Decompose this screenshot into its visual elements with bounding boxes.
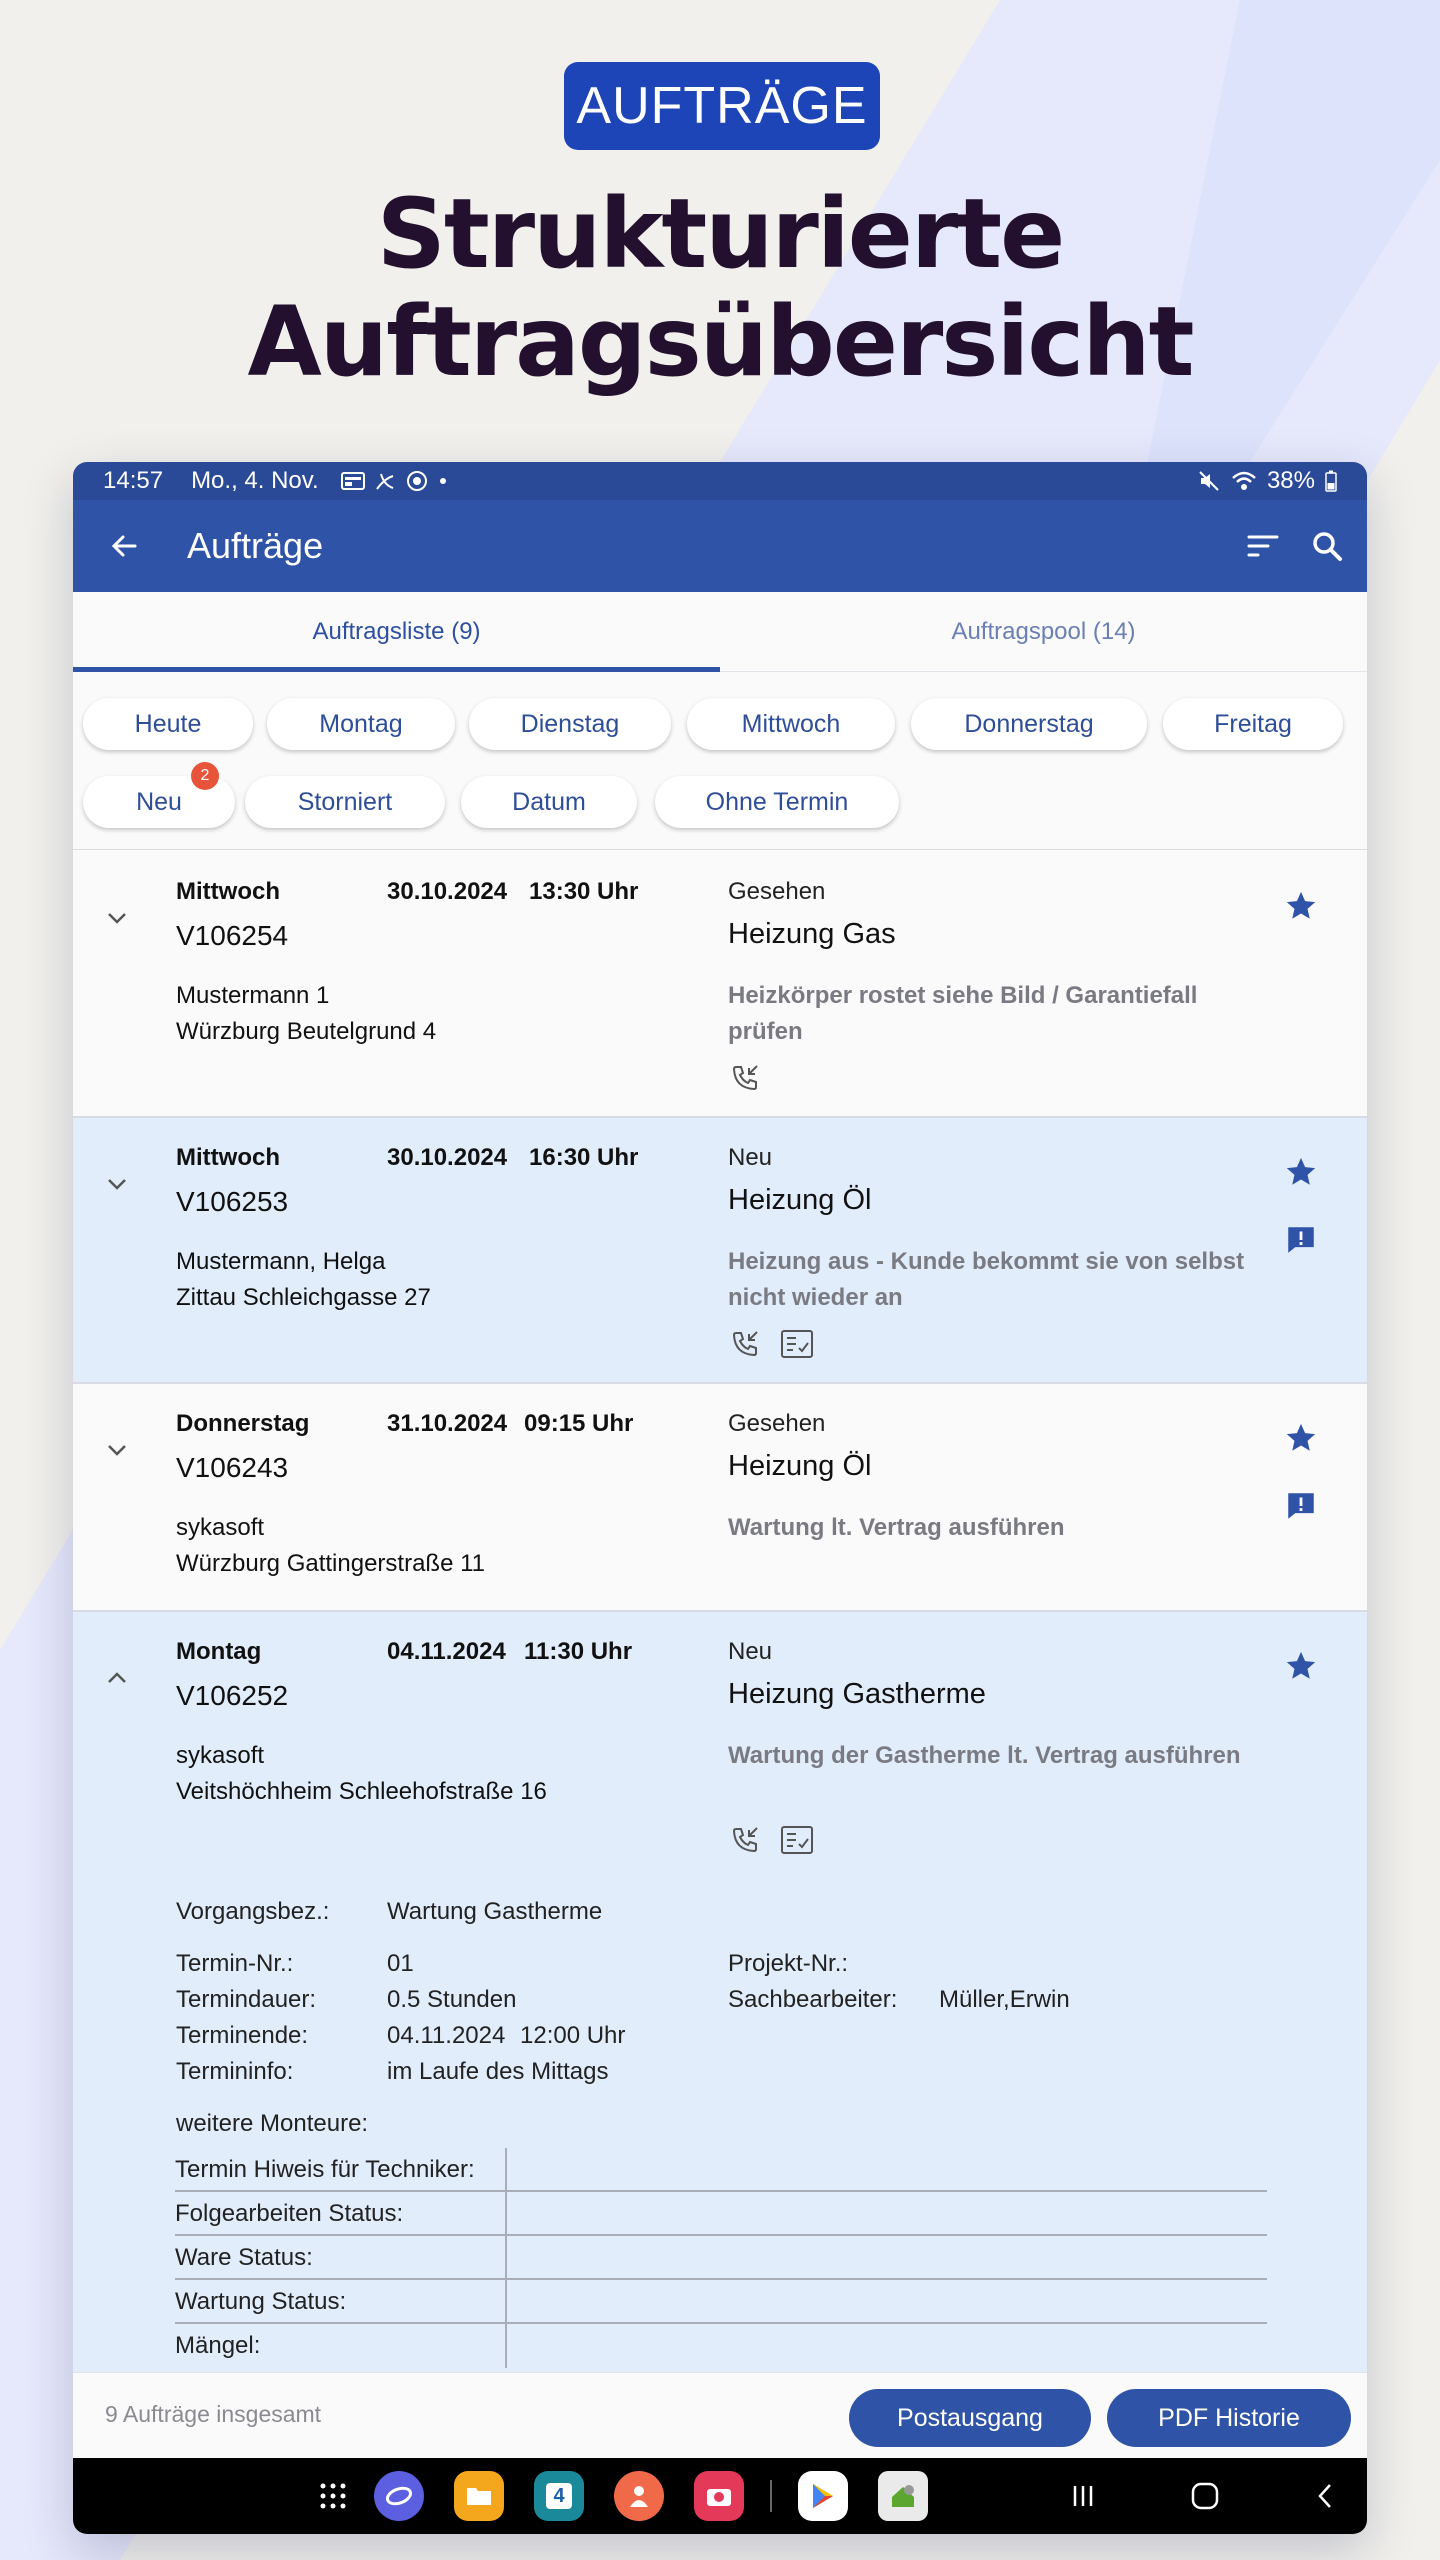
order-day: Donnerstag xyxy=(176,1410,310,1437)
chip-neu-label: Neu xyxy=(136,787,182,816)
order-service: Heizung Gastherme xyxy=(728,1678,986,1710)
chevron-up-icon[interactable] xyxy=(97,1658,137,1698)
order-number: V106254 xyxy=(176,920,289,951)
order-number: V106252 xyxy=(176,1680,289,1711)
battery-level: 38% xyxy=(1266,467,1315,494)
chip-freitag[interactable]: Freitag xyxy=(1163,698,1343,750)
customer-address: Zittau Schleichgasse 27 xyxy=(176,1284,431,1311)
termininfo-label: Termininfo: xyxy=(176,2058,294,2085)
order-day: Mittwoch xyxy=(176,878,280,905)
chip-heute[interactable]: Heute xyxy=(83,698,253,750)
termindauer-value: 0.5 Stunden xyxy=(387,1986,517,2013)
chip-neu[interactable] xyxy=(83,767,235,828)
chevron-down-icon[interactable] xyxy=(97,898,137,938)
order-day: Mittwoch xyxy=(176,1144,280,1171)
chip-montag[interactable]: Montag xyxy=(267,698,455,750)
terminende-date: 04.11.2024 xyxy=(387,2022,506,2049)
category-badge: AUFTRÄGE xyxy=(564,62,880,150)
table-row xyxy=(175,2148,1267,2192)
back-arrow-icon[interactable] xyxy=(99,521,149,571)
sachbearbeiter-label: Sachbearbeiter: xyxy=(728,1986,898,2013)
customer-address: Würzburg Gattingerstraße 11 xyxy=(176,1550,486,1577)
termininfo-value: im Laufe des Mittags xyxy=(387,2058,609,2085)
pdf-icon xyxy=(373,469,397,493)
chevron-down-icon[interactable] xyxy=(97,1430,137,1470)
description-line-2: nicht wieder an xyxy=(728,1284,903,1311)
postausgang-button[interactable]: Postausgang xyxy=(849,2389,1091,2447)
checklist-icon[interactable] xyxy=(779,1326,815,1362)
table-row-label: Folgearbeiten Status: xyxy=(175,2200,404,2227)
phone-incoming-icon[interactable] xyxy=(727,1326,763,1362)
chip-ohne-termin[interactable]: Ohne Termin xyxy=(655,776,899,828)
dock-divider xyxy=(770,2480,772,2512)
search-icon[interactable] xyxy=(1305,524,1349,568)
status-bar xyxy=(73,462,1367,500)
tab-auftragsliste[interactable]: Auftragsliste (9) xyxy=(73,592,720,671)
terminende-label: Terminende: xyxy=(176,2022,309,2049)
order-row[interactable] xyxy=(73,852,1367,1118)
order-date: 31.10.2024 xyxy=(387,1410,508,1437)
order-date: 30.10.2024 xyxy=(387,1144,508,1171)
customer-name: sykasoft xyxy=(176,1742,265,1769)
table-row-label: Ware Status: xyxy=(175,2244,313,2271)
recent-apps-icon[interactable] xyxy=(1057,2470,1109,2522)
home-icon[interactable] xyxy=(1179,2470,1231,2522)
description-line-1: Heizung aus - Kunde bekommt sie von selbst xyxy=(728,1248,1245,1275)
app-icon[interactable] xyxy=(877,2470,929,2522)
camera-app-icon[interactable] xyxy=(693,2470,745,2522)
star-icon[interactable] xyxy=(1283,1648,1319,1684)
calendar-app-icon[interactable] xyxy=(533,2470,585,2522)
alert-message-icon[interactable] xyxy=(1283,1488,1319,1524)
order-service: Heizung Gas xyxy=(728,918,896,950)
customer-name: sykasoft xyxy=(176,1514,265,1541)
order-date: 30.10.2024 xyxy=(387,878,508,905)
order-row[interactable] xyxy=(73,1118,1367,1384)
chip-mittwoch[interactable]: Mittwoch xyxy=(687,698,895,750)
order-service: Heizung Öl xyxy=(728,1450,872,1482)
order-status: Gesehen xyxy=(728,878,826,905)
vorgang-label: Vorgangsbez.: xyxy=(176,1898,330,1925)
order-day: Montag xyxy=(176,1638,262,1665)
star-icon[interactable] xyxy=(1283,1154,1319,1190)
sort-icon[interactable] xyxy=(1241,524,1285,568)
chip-donnerstag[interactable]: Donnerstag xyxy=(911,698,1147,750)
table-row-label: Wartung Status: xyxy=(175,2288,347,2315)
headline-line-1: Strukturierte xyxy=(376,178,1064,290)
files-app-icon[interactable] xyxy=(453,2470,505,2522)
tab-bar xyxy=(73,592,1367,672)
order-row-expanded[interactable] xyxy=(73,1612,1367,2372)
projekt-nr-label: Projekt-Nr.: xyxy=(728,1950,849,1977)
phone-incoming-icon[interactable] xyxy=(727,1060,763,1096)
terminende-time: 12:00 Uhr xyxy=(520,2022,626,2049)
status-time: 14:57 xyxy=(103,467,164,494)
order-number: V106243 xyxy=(176,1452,289,1483)
order-time: 16:30 Uhr xyxy=(529,1144,639,1171)
app-drawer-icon[interactable] xyxy=(307,2470,359,2522)
sachbearbeiter-value: Müller,Erwin xyxy=(939,1986,1070,2013)
chevron-down-icon[interactable] xyxy=(97,1164,137,1204)
order-row[interactable] xyxy=(73,1384,1367,1612)
chip-dienstag[interactable]: Dienstag xyxy=(469,698,671,750)
internet-app-icon[interactable] xyxy=(373,2470,425,2522)
vorgang-value: Wartung Gastherme xyxy=(387,1898,603,1925)
order-time: 09:15 Uhr xyxy=(524,1410,634,1437)
termin-nr-label: Termin-Nr.: xyxy=(176,1950,294,1977)
order-time: 11:30 Uhr xyxy=(524,1638,633,1665)
weitere-monteure-label: weitere Monteure: xyxy=(176,2110,369,2137)
order-description: Wartung der Gastherme lt. Vertrag ausführen xyxy=(728,1742,1241,1769)
termindauer-label: Termindauer: xyxy=(176,1986,317,2013)
customer-address: Würzburg Beutelgrund 4 xyxy=(176,1018,437,1045)
chip-datum[interactable]: Datum xyxy=(461,776,637,828)
table-row-label: Mängel: xyxy=(175,2332,261,2359)
termin-nr-value: 01 xyxy=(387,1950,414,1977)
status-date: Mo., 4. Nov. xyxy=(191,467,319,494)
customer-name: Mustermann, Helga xyxy=(176,1248,386,1275)
mute-icon xyxy=(1197,469,1221,493)
status-table xyxy=(175,2148,1267,2368)
pdf-historie-button[interactable]: PDF Historie xyxy=(1107,2389,1351,2447)
alert-message-icon[interactable] xyxy=(1283,1222,1319,1258)
headline xyxy=(0,180,1440,396)
dot-icon xyxy=(437,475,449,487)
star-icon[interactable] xyxy=(1283,888,1319,924)
order-description xyxy=(728,978,1197,1050)
tab-auftragspool[interactable]: Auftragspool (14) xyxy=(951,617,1136,645)
orders-total-count: 9 Aufträge insgesamt xyxy=(105,2401,322,2427)
phone-incoming-icon[interactable] xyxy=(727,1822,763,1858)
table-row xyxy=(175,2236,1267,2280)
headline-line-2: Auftragsübersicht xyxy=(247,286,1193,398)
checklist-icon[interactable] xyxy=(779,1822,815,1858)
order-time: 13:30 Uhr xyxy=(529,878,639,905)
notification-icon xyxy=(341,471,365,491)
table-row xyxy=(175,2324,1267,2368)
order-number: V106253 xyxy=(176,1186,289,1217)
star-icon[interactable] xyxy=(1283,1420,1319,1456)
table-row xyxy=(175,2192,1267,2236)
order-status: Gesehen xyxy=(728,1410,826,1437)
tablet-screen xyxy=(73,462,1367,2534)
customer-name: Mustermann 1 xyxy=(176,982,330,1009)
footer-bar xyxy=(73,2372,1367,2458)
sync-icon xyxy=(405,469,429,493)
table-row-label: Termin Hiweis für Techniker: xyxy=(175,2156,475,2183)
chip-storniert[interactable]: Storniert xyxy=(245,776,445,828)
description-line-1: Heizkörper rostet siehe Bild / Garantiefall xyxy=(728,982,1198,1009)
order-service: Heizung Öl xyxy=(728,1184,872,1216)
app-bar-title: Aufträge xyxy=(187,525,324,566)
wifi-icon xyxy=(1231,470,1257,492)
order-date: 04.11.2024 xyxy=(387,1638,506,1665)
order-status: Neu xyxy=(728,1144,773,1171)
description-line-2: prüfen xyxy=(728,1018,803,1045)
order-description: Wartung lt. Vertrag ausführen xyxy=(728,1514,1065,1541)
customer-address: Veitshöchheim Schleehofstraße 16 xyxy=(176,1778,547,1805)
back-icon[interactable] xyxy=(1299,2470,1351,2522)
contacts-app-icon[interactable] xyxy=(613,2470,665,2522)
order-status: Neu xyxy=(728,1638,773,1665)
filter-chips xyxy=(73,678,1367,850)
battery-icon xyxy=(1325,470,1337,492)
app-bar xyxy=(73,500,1367,592)
new-count-badge: 2 xyxy=(191,762,219,790)
system-navigation-bar xyxy=(73,2458,1367,2534)
calendar-day: 4 xyxy=(546,2483,572,2509)
table-row xyxy=(175,2280,1267,2324)
order-description xyxy=(728,1244,1244,1316)
play-store-icon[interactable] xyxy=(797,2470,849,2522)
